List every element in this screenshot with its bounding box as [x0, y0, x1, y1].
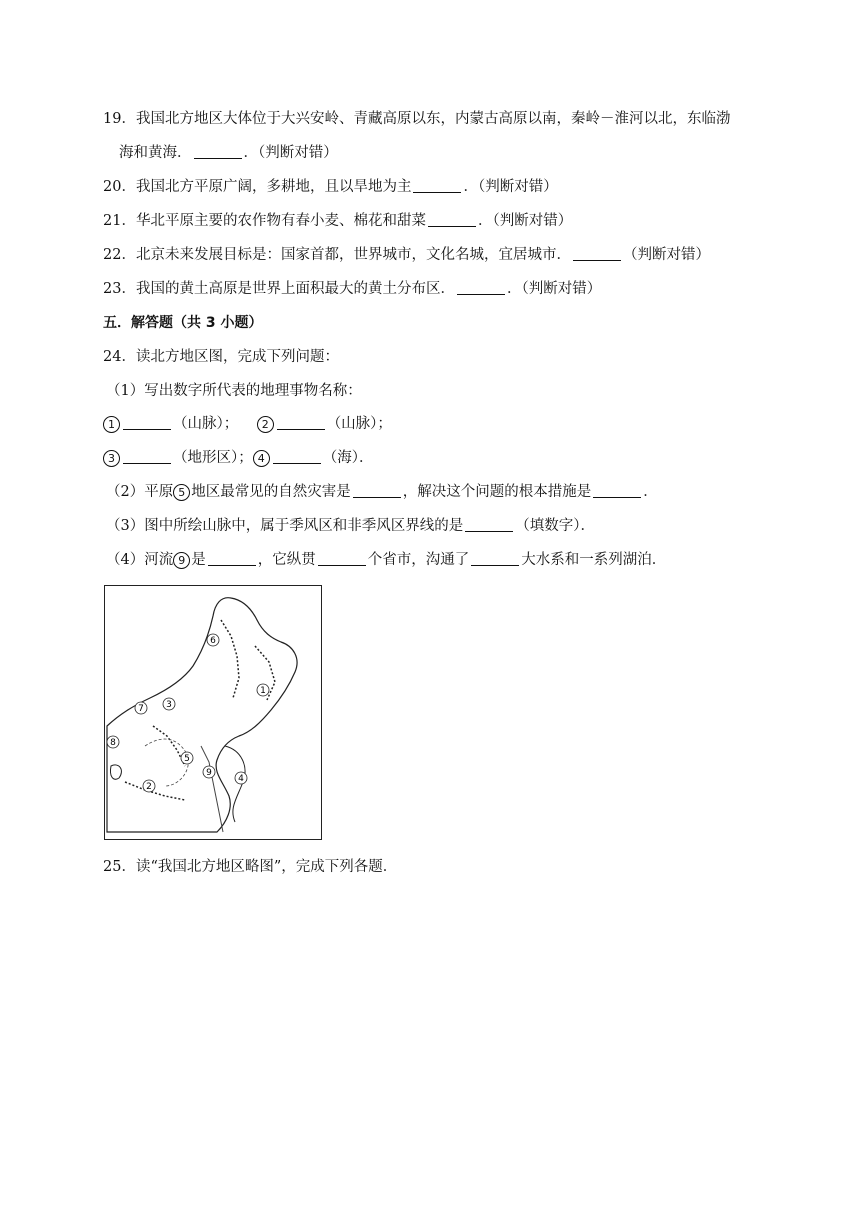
map-label-2: [143, 780, 155, 792]
answer-blank[interactable]: [273, 449, 321, 464]
q21: 21．华北平原主要的农作物有春小麦、棉花和甜菜 ．（判断对错）: [103, 213, 573, 229]
map-label-6: [207, 634, 219, 646]
answer-blank[interactable]: [318, 551, 366, 566]
answer-blank[interactable]: [593, 483, 641, 498]
answer-blank[interactable]: [123, 449, 171, 464]
svg-text:2: 2: [146, 782, 152, 792]
q23: 23．我国的黄土高原是世界上面积最大的黄土分布区． ．（判断对错）: [103, 281, 602, 297]
q24-stem: 24．读北方地区图，完成下列问题：: [103, 349, 339, 365]
map-label-9: [203, 766, 215, 778]
svg-text:4: 4: [238, 774, 244, 784]
north-china-map: [104, 585, 322, 840]
q20: 20．我国北方平原广阔，多耕地，且以旱地为主 ．（判断对错）: [103, 179, 558, 195]
svg-text:5: 5: [184, 754, 190, 764]
answer-blank[interactable]: [208, 551, 256, 566]
answer-blank[interactable]: [428, 212, 476, 227]
map-label-8: [107, 736, 119, 748]
circled-number: 2: [257, 416, 274, 433]
svg-text:8: 8: [110, 738, 116, 748]
answer-blank[interactable]: [123, 415, 171, 430]
answer-blank[interactable]: [194, 144, 242, 159]
circled-number: 5: [173, 484, 190, 501]
circled-number: 4: [253, 450, 270, 467]
answer-blank[interactable]: [413, 178, 461, 193]
map-label-1: [257, 684, 269, 696]
circled-number: 9: [173, 552, 190, 569]
map-label-3: [163, 698, 175, 710]
map-label-4: [235, 772, 247, 784]
q24-part3: （3）图中所绘山脉中，属于季风区和非季风区界线的是 （填数字）．: [106, 518, 595, 534]
answer-blank[interactable]: [277, 415, 325, 430]
section-heading: 五．解答题（共 3 小题）: [103, 315, 263, 331]
q24-part1-row2: 3 （地形区）； 4 （海）．: [103, 448, 374, 468]
map-label-5: [181, 752, 193, 764]
answer-blank[interactable]: [457, 280, 505, 295]
q22: 22．北京未来发展目标是：国家首都，世界城市，文化名城，宜居城市． （判断对错）: [103, 247, 710, 263]
q19-line2: 海和黄海． ．（判断对错）: [119, 145, 338, 161]
q24-part4: （4）河流 9 是 ，它纵贯 个省市，沟通了 大水系和一系列湖泊．: [106, 552, 667, 568]
svg-text:9: 9: [206, 768, 212, 778]
svg-text:1: 1: [260, 686, 266, 696]
svg-text:7: 7: [138, 704, 144, 714]
map-label-7: [135, 702, 147, 714]
q19-line1: 19．我国北方地区大体位于大兴安岭、青藏高原以东，内蒙古高原以南，秦岭－淮河以北，东临渤: [103, 111, 731, 127]
q24-part2: （2）平原 5 地区最常见的自然灾害是 ，解决这个问题的根本措施是 ．: [106, 484, 658, 500]
answer-blank[interactable]: [471, 551, 519, 566]
q24-part1-row1: 1 （山脉）； 2 （山脉）；: [103, 414, 392, 434]
circled-number: 3: [103, 450, 120, 467]
q24-part1: （1）写出数字所代表的地理事物名称：: [106, 383, 362, 399]
circled-number: 1: [103, 416, 120, 433]
answer-blank[interactable]: [573, 246, 621, 261]
q25-stem: 25．读“我国北方地区略图”，完成下列各题．: [103, 859, 398, 875]
answer-blank[interactable]: [465, 517, 513, 532]
svg-text:3: 3: [166, 700, 172, 710]
answer-blank[interactable]: [353, 483, 401, 498]
svg-text:6: 6: [210, 636, 216, 646]
